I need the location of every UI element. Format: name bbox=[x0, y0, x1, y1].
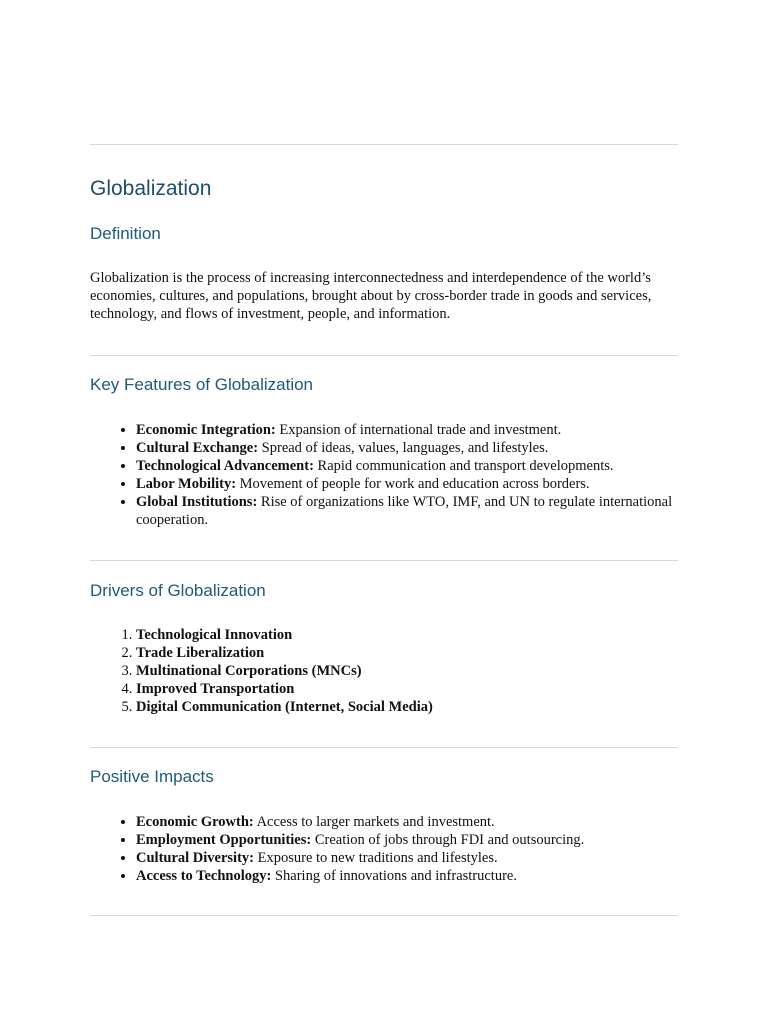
feature-term: Cultural Exchange: bbox=[136, 440, 259, 456]
key-features-list bbox=[90, 421, 696, 529]
impact-term: Cultural Diversity: bbox=[136, 850, 254, 866]
divider-bottom bbox=[90, 915, 678, 916]
divider-3 bbox=[90, 747, 678, 748]
section-heading-key-features: Key Features of Globalization bbox=[90, 375, 314, 394]
definition-paragraph: Globalization is the process of increasing interconnectedness and interdependence of the world’s economies, cultures, and populations, brought about by cross-border trade in goods and services, technology, and flows of investment, people, and information. bbox=[90, 270, 652, 322]
feature-term: Economic Integration: bbox=[136, 422, 276, 438]
list-item bbox=[136, 439, 696, 457]
list-item bbox=[136, 493, 696, 529]
divider-2 bbox=[90, 560, 678, 561]
list-item bbox=[136, 644, 696, 662]
feature-term: Labor Mobility: bbox=[136, 476, 237, 492]
list-item bbox=[136, 680, 696, 698]
driver-label: Improved Transportation bbox=[136, 681, 295, 697]
driver-label: Multinational Corporations (MNCs) bbox=[136, 663, 362, 679]
feature-desc: Expansion of international trade and investment. bbox=[275, 422, 562, 438]
feature-desc: Rise of organizations like WTO, IMF, and UN to regulate international cooperation. bbox=[136, 494, 673, 528]
feature-desc: Rapid communication and transport developments. bbox=[313, 458, 614, 474]
list-item bbox=[136, 867, 696, 885]
list-item bbox=[136, 849, 696, 867]
impact-term: Access to Technology: bbox=[136, 868, 272, 884]
section-heading-drivers: Drivers of Globalization bbox=[90, 581, 266, 600]
divider-top bbox=[90, 144, 678, 145]
positive-impacts-list bbox=[90, 813, 696, 885]
list-item bbox=[136, 626, 696, 644]
driver-label: Technological Innovation bbox=[136, 627, 293, 643]
list-item bbox=[136, 475, 696, 493]
divider-1 bbox=[90, 355, 678, 356]
feature-term: Global Institutions: bbox=[136, 494, 258, 510]
page-title: Globalization bbox=[90, 177, 212, 200]
list-item bbox=[136, 831, 696, 849]
impact-desc: Creation of jobs through FDI and outsourcing. bbox=[311, 832, 585, 848]
feature-desc: Movement of people for work and education across borders. bbox=[236, 476, 590, 492]
feature-desc: Spread of ideas, values, languages, and lifestyles. bbox=[258, 440, 549, 456]
list-item bbox=[136, 457, 696, 475]
section-heading-positive-impacts: Positive Impacts bbox=[90, 767, 214, 786]
driver-label: Digital Communication (Internet, Social Media) bbox=[136, 699, 433, 715]
drivers-list bbox=[90, 626, 696, 716]
impact-desc: Sharing of innovations and infrastructure. bbox=[271, 868, 517, 884]
impact-desc: Exposure to new traditions and lifestyles. bbox=[254, 850, 498, 866]
section-heading-definition: Definition bbox=[90, 224, 161, 243]
list-item bbox=[136, 421, 696, 439]
list-item bbox=[136, 698, 696, 716]
impact-desc: Access to larger markets and investment. bbox=[253, 814, 495, 830]
driver-label: Trade Liberalization bbox=[136, 645, 265, 661]
list-item bbox=[136, 813, 696, 831]
impact-term: Employment Opportunities: bbox=[136, 832, 312, 848]
feature-term: Technological Advancement: bbox=[136, 458, 314, 474]
impact-term: Economic Growth: bbox=[136, 814, 254, 830]
list-item bbox=[136, 662, 696, 680]
